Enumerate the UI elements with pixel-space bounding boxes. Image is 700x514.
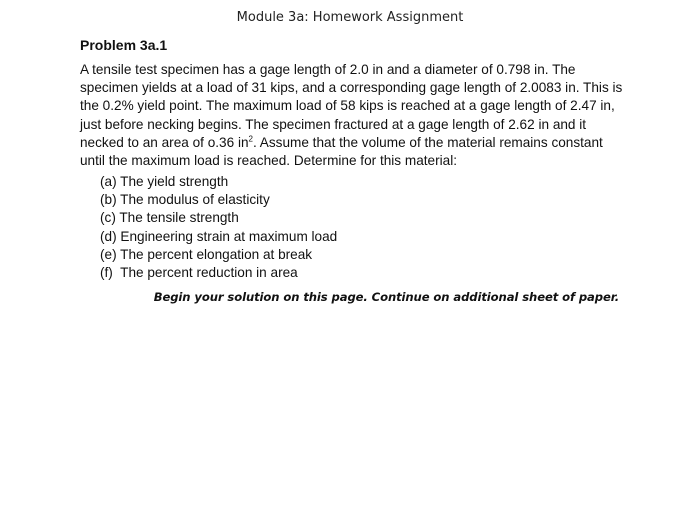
problem-title: Problem 3a.1 <box>80 37 168 53</box>
question-item-c: (c) The tensile strength <box>100 210 239 226</box>
question-list <box>100 173 337 282</box>
question-item-d: (d) Engineering strain at maximum load <box>100 228 338 244</box>
document-header: Module 3a: Homework Assignment <box>236 10 464 25</box>
question-item-e: (e) The percent elongation at break <box>100 246 313 262</box>
question-item-f: (f) The percent reduction in area <box>100 265 298 281</box>
area-unit-exponent: 2 <box>248 134 253 144</box>
question-item-b: (b) The modulus of elasticity <box>100 192 270 208</box>
problem-statement-main: A tensile test specimen has a gage length of 2.0 in and a diameter of 0.798 in. The specimen yields at a load of 31 kips, and a corresponding gage length of 2.0083 in. This is the 0.2% yield point. The maximum load of 58 kips is reached at a gage length of 2.47 in, just before necking begins. The specimen fractured at a gage length of 2.62 in and it necked to an area of o.36 in <box>80 62 623 150</box>
solution-instruction: Begin your solution on this page. Continue on additional sheet of paper. <box>153 290 619 304</box>
problem-statement <box>80 61 625 170</box>
problem-statement-tail: . Assume that the volume of the material remains constant until the maximum load is reached. Determine for this material: <box>80 134 603 169</box>
question-item-a: (a) The yield strength <box>100 174 229 189</box>
